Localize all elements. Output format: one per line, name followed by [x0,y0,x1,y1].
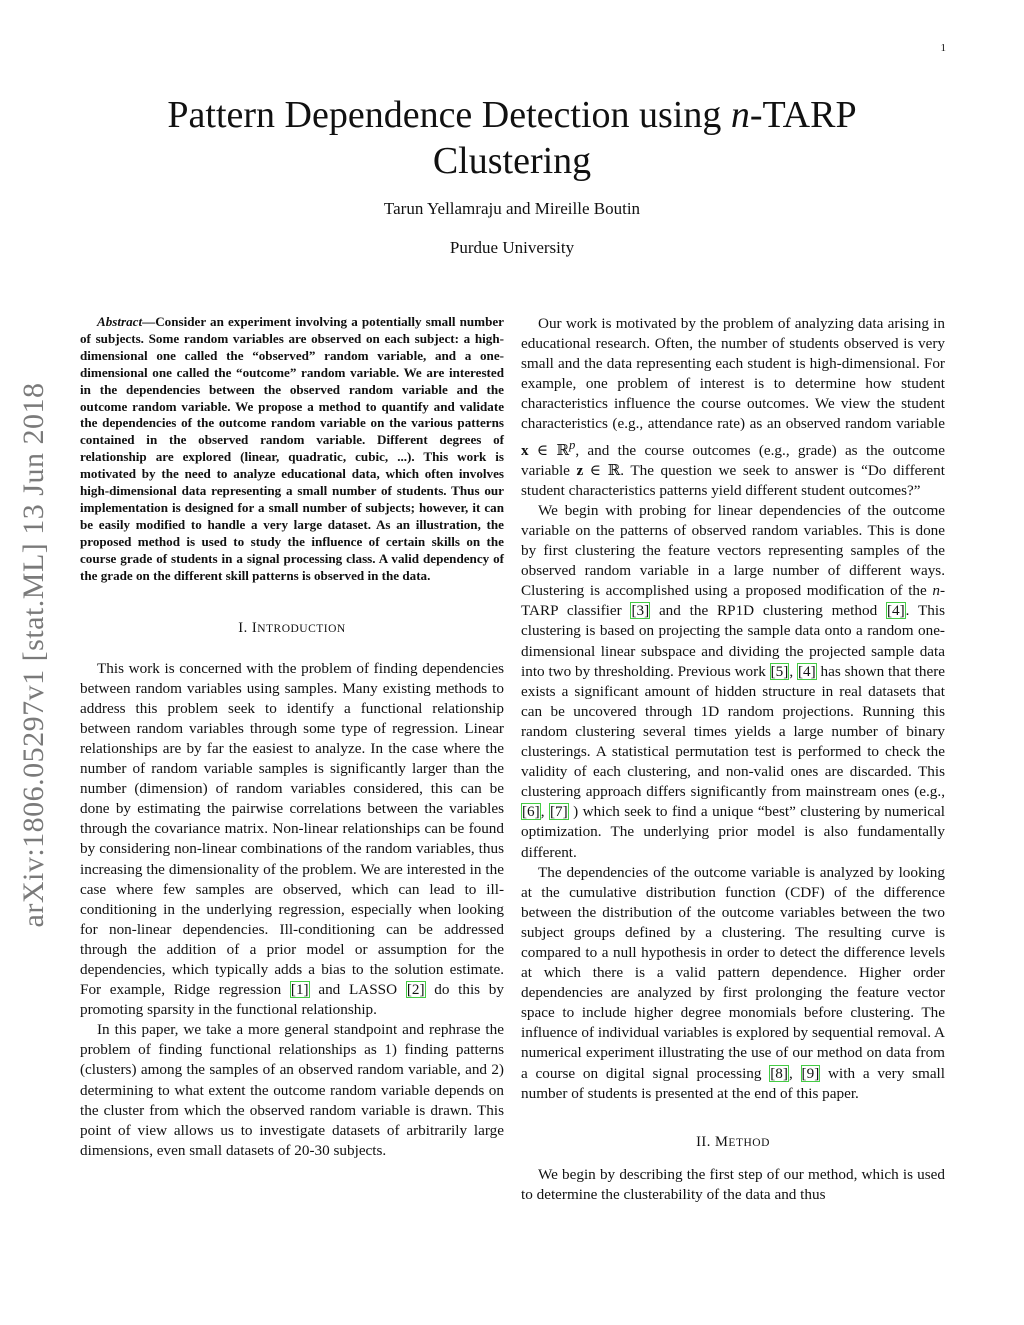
citation-4[interactable]: [4] [886,602,905,620]
text: . This clustering is based on projecting the sample data onto a random one-dimensional linear subspace and dividing the projected sample data into two by thresholding. Previous work [521,602,945,680]
citation-6[interactable]: [6] [522,803,540,821]
title-text-2: -TARP Clustering [432,94,857,182]
text: We begin with probing for linear dependencies of the outcome variable on the patterns of observed random variables. This is done by first clustering the feature vectors representing samples of the observed random variable in a large number of different ways. Clustering is accomplished using a proposed modification of the [521,501,945,600]
abstract-text: —Consider an experiment involving a potentially small number of subjects. Some random variables are observed on each subject: a high-dimensional one called the “observed” random variable, and a one-dimensional one called the “outcome” random variable. We are interested in the dependencies between the observed random variable and the outcome random variable. We propose a method to quantify and validate the dependencies of the outcome random variable on the various patterns contained in the observed random variable. Different degrees of relationship are explored (linear, quadratic, cubic, ...). This work is motivated by the need to analyze educational data, which often involves high-dimensional data representing a small number of students. Thus our implementation is designed for a small number of subjects; however, it can be easily modified to handle a very large dataset. As an illustration, the proposed method is used to study the influence of certain skills on the course grade of students in a signal processing class. A valid dependency of the grade on the different skill patterns is observed in the data. [80,314,504,583]
section-title-rest: ETHOD [728,1136,770,1149]
text: , and the course outcomes (e.g., grade) as the outcome variable [521,441,945,479]
right-paragraph-1 [521,314,945,501]
text: ) which seek to find a unique “best” clustering by numerical optimization. The underlying prior model is also fundamentally different. [521,803,946,861]
text: and the RP1D clustering method [650,602,886,620]
intro-paragraph-2: In this paper, we take a more general standpoint and rephrase the problem of finding functional relationships as 1) finding patterns (clusters) among the samples of an observed random variable, and 2) determining to what extent the outcome random variable depends on the cluster from which the observed random variable is drawn. This point of view allows us to investigate datasets of arbitrarily large dimensions, even small datasets of 20-30 subjects. [80,1021,504,1159]
section-title-rest: NTRODUCTION [257,622,346,635]
text: , [789,662,797,680]
section-number: II. [696,1133,716,1150]
section-initial: M [715,1133,729,1150]
right-paragraph-3 [521,863,945,1104]
abstract [80,314,504,585]
text: The dependencies of the outcome variable is analyzed by looking at the cumulative distribution function (CDF) of the difference between the distribution of the outcome variables between the two subject groups defined by a clustering. The resulting curve is compared to a null hypothesis in order to detect the difference levels at which there is a valid pattern dependence. Higher order dependencies are analyzed by first prolonging the feature vector space to include higher degree monomials before clustering. The influence of individual variables is explored by sequential removal. A numerical experiment illustrating the use of our method on data from a course on digital signal processing [521,863,945,1082]
citation-3[interactable]: [3] [631,602,650,620]
section-number: I. [238,619,252,636]
text: with a very small number of students is presented at the end of this paper. [521,1064,945,1102]
section-heading-introduction [80,618,504,639]
arxiv-watermark [14,350,54,960]
text: , [540,803,549,821]
citation-7[interactable]: [7] [549,803,568,821]
title-math-n: n [730,94,750,136]
right-paragraph-2 [521,501,945,863]
section-heading-method [521,1132,945,1153]
math-n: n [932,582,940,600]
text: Our work is motivated by the problem of analyzing data arising in educational research. Often, the number of students observed is very small and the data representing each student is high-dimensional. For example, one problem of interest is to determine how student characteristics influence the course outcomes. We view the student characteristics (e.g., attendance rate) as an observed random variable [521,315,945,433]
text: has shown that there exists a significant amount of hidden structure in real datasets that can be uncovered through 1D random projections. Running this random clustering several times yields a large number of binary clusterings. A statistical permutation test is performed to check the validity of each clustering, and non-valid ones are discarded. This clustering approach differs significantly from mainstream ones (e.g., [521,662,946,801]
math-in-reals: ∈ ℝ [583,461,621,479]
citation-9[interactable]: [9] [801,1064,820,1082]
math-p: p [569,437,576,452]
text: -TARP classifier [521,582,945,620]
paper-title [120,92,904,184]
page-number: 1 [940,42,946,54]
math-in: ∈ [528,441,557,459]
text: . The question we seek to answer is “Do different student characteristics patterns yield different student outcomes?” [521,461,945,499]
text: and LASSO [309,981,406,999]
math-x: x [521,441,529,459]
text: , [788,1064,801,1082]
affiliation: Purdue University [449,238,575,257]
text: This work is concerned with the problem of finding dependencies between random variables using samples. Many existing methods to address this problem seek to identify a functional relationship between random variables through some type of regression. Linear relationships are by far the easiest to analyze. In the case where the number of random variable samples is significantly larger than the number (dimension) of random variables considered, this can be done by estimating the pairwise correlations between the variables through the covariance matrix. Non-linear relationships can be found by considering non-linear combinations of the random variables, thus increasing the dimensionality of the problem. We are interested in the case where few samples are observed, which can lead to ill-conditioning in the underlying regression, especially when looking for non-linear dependencies. Ill-conditioning can be addressed through the addition of a prior model or assumption for the dependencies, which typically adds a bias to the solution estimate. For example, Ridge regression [80,659,504,999]
citation-2[interactable]: [2] [406,981,425,999]
citation-5[interactable]: [5] [770,662,789,680]
math-z: z [576,461,584,479]
intro-paragraph-1 [80,659,504,1021]
title-text-1: Pattern Dependence Detection using [167,94,731,136]
left-column [80,314,504,1161]
arxiv-id: arXiv:1806.05297v1 [stat.ML] 13 Jun 2018 [17,382,50,928]
right-column [521,314,945,1205]
citation-1[interactable]: [1] [290,981,309,999]
text: do this by promoting sparsity in the functional relationship. [80,981,504,1019]
citation-8[interactable]: [8] [770,1064,788,1082]
authors: Tarun Yellamraju and Mireille Boutin [383,199,641,218]
method-paragraph-1: We begin by describing the first step of our method, which is used to determine the clusterability of the data and thus [521,1165,945,1203]
citation-4b[interactable]: [4] [797,662,816,680]
section-initial: I [251,619,258,636]
math-reals: ℝ [556,441,570,459]
abstract-label: Abstract [97,314,143,329]
